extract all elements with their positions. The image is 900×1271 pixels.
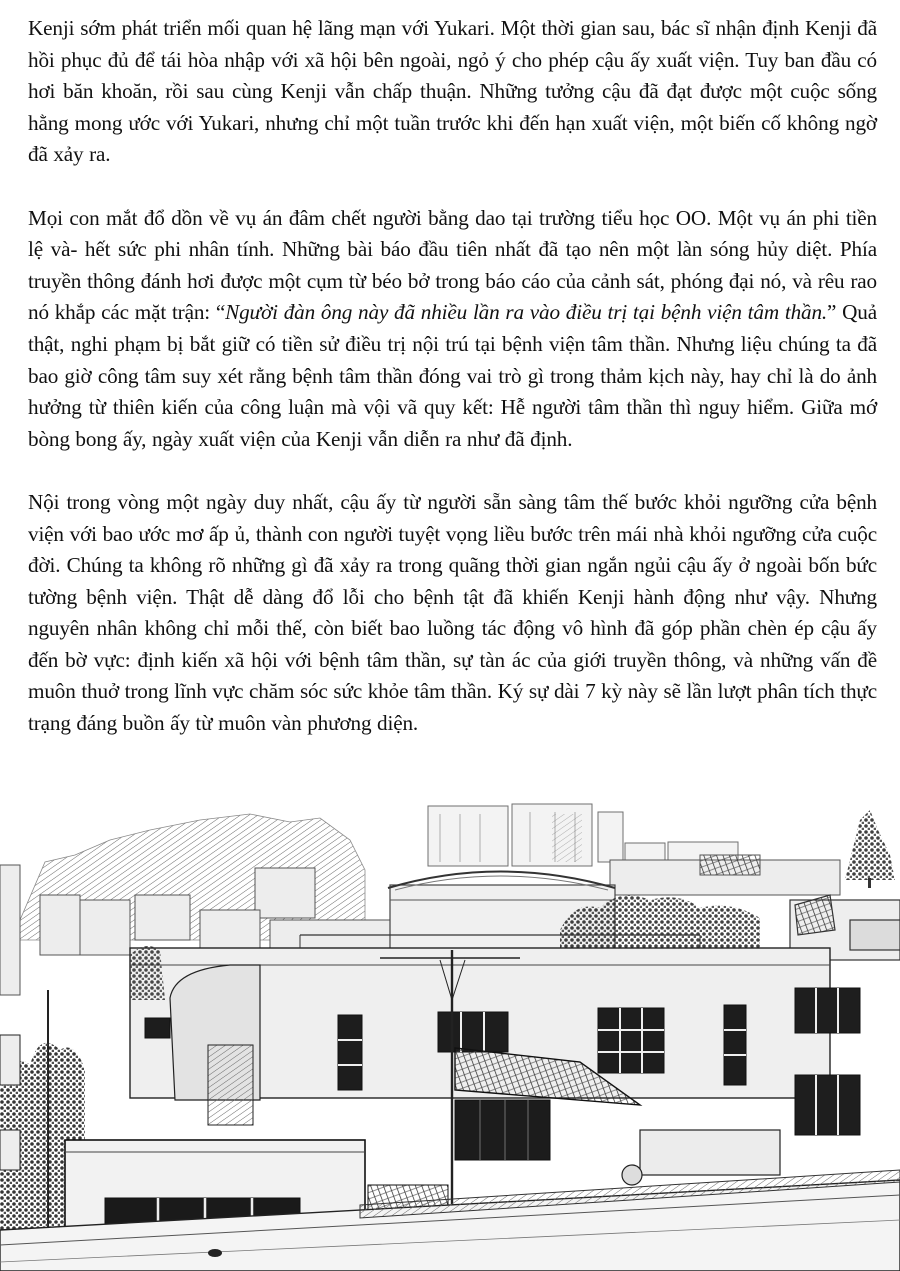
cityscape-illustration (0, 800, 900, 1271)
media-quote: Người đàn ông này đã nhiều lần ra vào điều trị tại bệnh viện tâm thần. (225, 300, 828, 325)
paragraph-3-text: Nội trong vòng một ngày duy nhất, cậu ấy từ người sẵn sàng tâm thế bước khỏi ngưỡng cửa bệnh viện với bao ước mơ ấp ủ, thành con người tuyệt vọng liều bước trên mái nhà khỏi ngưỡng cửa cuộc đời. Chúng ta không rõ những gì đã xảy ra trong quãng thời gian ngắn ngủi cậu ấy ở ngoài bốn bức tường bệnh viện. Thật dễ dàng đổ lỗi cho bệnh tật đã khiến Kenji hành động như vậy. Nhưng nguyên nhân không chỉ mỗi thế, còn biết bao luồng tác động vô hình đã góp phần chèn ép cậu ấy đến bờ vực: định kiến xã hội với bệnh tâm thần, sự tàn ác của giới truyền thông, và những vấn đề muôn thuở trong lĩnh vực chăm sóc sức khỏe tâm thần. Ký sự dài 7 kỳ này sẽ lần lượt phân tích thực trạng đáng buồn ấy từ muôn vàn phương diện. (28, 489, 877, 736)
main-building (130, 935, 830, 1125)
paragraph-1 (28, 13, 877, 171)
article-text (28, 13, 877, 740)
paragraph-1-text: Kenji sớm phát triển mối quan hệ lãng mạn với Yukari. Một thời gian sau, bác sĩ nhận định Kenji đã hồi phục đủ để tái hòa nhập với xã hội bên ngoài, ngỏ ý cho phép cậu ấy xuất viện. Tuy ban đầu có hơi băn khoăn, rồi sau cùng Kenji vẫn chấp thuận. Những tưởng cậu đã đạt được một cuộc sống hằng mong ước với Yukari, nhưng chỉ một tuần trước khi đến hạn xuất viện, một biến cố không ngờ đã xảy ra. (28, 16, 877, 167)
paragraph-2 (28, 203, 877, 456)
paragraph-2-text-before-quote: Mọi con mắt đổ dồn về vụ án đâm chết người bằng dao tại trường tiểu học OO. Một vụ án phi tiền lệ và- hết sức phi nhân tính. Những bài báo đầu tiên nhất đã tạo nên một làn sóng hủy diệt. Phía truyền thông đánh hơi được một cụm từ béo bở trong báo cáo của cảnh sát, phóng đại nó, và rêu rao nó khắp các mặt trận: “ (28, 205, 877, 325)
paragraph-2-text-after-quote: ” Quả thật, nghi phạm bị bắt giữ có tiền sử điều trị nội trú tại bệnh viện tâm thần. Nhưng liệu chúng ta đã bao giờ công tâm suy xét rằng bệnh tâm thần đóng vai trò gì trong thảm kịch này, hay chỉ là do ảnh hưởng từ thiên kiến của công luận mà vội vã quy kết: Hễ người tâm thần thì nguy hiểm. Giữa mớ bòng bong ấy, ngày xuất viện của Kenji vẫn diễn ra như đã định. (28, 300, 877, 451)
paragraph-3 (28, 487, 877, 740)
cityscape-drawing (0, 800, 900, 1271)
